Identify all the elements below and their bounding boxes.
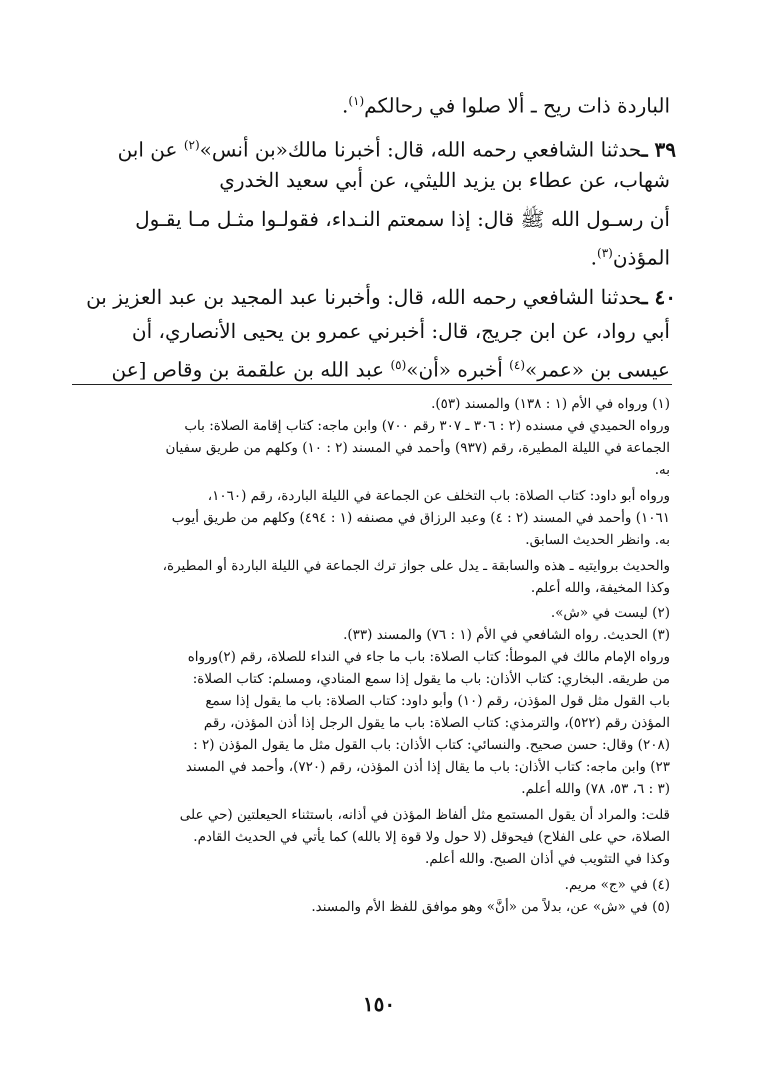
footnote-ref-3: (٣) bbox=[597, 246, 613, 260]
footnote-line: (٣ : ٦، ٥٣، ٧٨) والله أعلم. bbox=[521, 781, 670, 797]
footnote-line: وكذا المخيفة، والله أعلم. bbox=[530, 580, 670, 596]
footnote-line: من طريقه. البخاري: كتاب الأذان: باب ما يقول إذا سمع المنادي، ومسلم: كتاب الصلاة: bbox=[192, 671, 670, 687]
footnote-line: (٥) في «ش» عن، بدلاً من «أنَّ» وهو موافق للفظ الأم والمسند. bbox=[311, 899, 670, 915]
footnote-ref-4: (٤) bbox=[509, 358, 525, 372]
footnote-line: (٤) في «ج» مريم. bbox=[564, 877, 670, 893]
footnote-line: الجماعة في الليلة المطيرة، رقم (٩٣٧) وأحمد في المسند (٢ : ١٠) وكلهم من طريق سفيان bbox=[165, 440, 670, 456]
hadith-number-40: ٤٠ ـ bbox=[641, 285, 676, 309]
page-number: ١٥٠ bbox=[362, 992, 396, 1016]
footnote-ref-2: (٢) bbox=[183, 138, 200, 152]
footnote-ref-1: (١) bbox=[348, 94, 365, 108]
footnote-line: به. bbox=[654, 462, 670, 478]
hadith-40-line-1: ٤٠ ـحدثنا الشافعي رحمه الله، قال: وأخبرنا عبد المجيد بن عبد العزيز بن bbox=[86, 285, 676, 309]
hadith-39-line-4: المؤذن$^{(٣)}$. bbox=[590, 245, 670, 270]
hadith-40-line-3: عيسى بن «عمر»$^{(٤)}$ أخبره «أن»$^{(٥)}$ عبد الله بن علقمة بن وقاص [عن bbox=[111, 357, 670, 382]
footnote-line: المؤذن رقم (٥٢٢)، والترمذي: كتاب الصلاة: باب ما يقول الرجل إذا أذن المؤذن، رقم bbox=[203, 715, 670, 731]
footnote-line: قلت: والمراد أن يقول المستمع مثل ألفاظ المؤذن في أذانه، باستثناء الحيعلتين (حي على bbox=[179, 807, 670, 823]
main-line-1: الباردة ذات ريح ـ ألا صلوا في رحالكم$^{(١)}$. bbox=[341, 93, 670, 118]
hadith-39-line-3: أن رسـول الله ﷺ قال: إذا سمعتم النـداء، فقولـوا مثـل مـا يقـول bbox=[135, 207, 670, 231]
footnote-divider bbox=[72, 384, 672, 385]
footnote-line: (٢٠٨) وقال: حسن صحيح. والنسائي: كتاب الأذان: باب القول مثل ما يقول المؤذن (٢ : bbox=[193, 737, 670, 753]
hadith-40-line-2: أبي رواد، عن ابن جريج، قال: أخبرني عمرو بن يحيى الأنصاري، أن bbox=[131, 319, 670, 343]
footnote-line: ورواه الإمام مالك في الموطأ: كتاب الصلاة: باب ما جاء في النداء للصلاة، رقم (٢)ورواه bbox=[187, 649, 670, 665]
footnote-ref-5: (٥) bbox=[390, 358, 407, 372]
footnote-line: وكذا في التثويب في أذان الصبح. والله أعلم. bbox=[425, 851, 670, 867]
footnote-line: (١) ورواه في الأم (١ : ١٣٨) والمسند (٥٣). bbox=[431, 396, 670, 412]
footnote-line: باب القول مثل قول المؤذن، رقم (١٠) وأبو داود: كتاب الصلاة: باب ما يقول إذا سمع bbox=[205, 693, 670, 709]
hadith-number-39: ٣٩ ـ bbox=[641, 137, 676, 162]
footnote-line: ١٠٦١) وأحمد في المسند (٢ : ٤) وعبد الرزاق في مصنفه (١ : ٤٩٤) وكلهم من طريق أيوب bbox=[171, 510, 670, 526]
footnote-line: ٢٣) وابن ماجه: كتاب الأذان: باب ما يقال إذا أذن المؤذن، رقم (٧٢٠)، وأحمد في المسند bbox=[185, 759, 670, 775]
hadith-39-line-1: ٣٩ ـحدثنا الشافعي رحمه الله، قال: أخبرنا مالك«بن أنس»$^{(٢)}$ عن ابن bbox=[117, 137, 676, 162]
footnote-line: (٢) ليست في «ش». bbox=[550, 605, 670, 621]
footnote-line: ورواه الحميدي في مسنده (٢ : ٣٠٦ ـ ٣٠٧ رقم ٧٠٠) وابن ماجه: كتاب إقامة الصلاة: باب bbox=[184, 418, 670, 434]
footnote-line: الصلاة، حي على الفلاح) فيحوقل (لا حول ولا قوة إلا بالله) كما يأتي في الحديث القادم. bbox=[193, 829, 670, 845]
footnote-line: به. وانظر الحديث السابق. bbox=[525, 532, 670, 548]
footnote-line: ورواه أبو داود: كتاب الصلاة: باب التخلف عن الجماعة في الليلة الباردة، رقم (١٠٦٠، bbox=[207, 488, 670, 504]
footnote-line: (٣) الحديث. رواه الشافعي في الأم (١ : ٧٦) والمسند (٣٣). bbox=[343, 627, 670, 643]
hadith-39-line-2: شهاب، عن عطاء بن يزيد الليثي، عن أبي سعيد الخدري bbox=[219, 168, 670, 192]
footnote-line: والحديث بروايتيه ـ هذه والسابقة ـ يدل على جواز ترك الجماعة في الليلة الباردة أو المطيرة، bbox=[162, 558, 670, 574]
